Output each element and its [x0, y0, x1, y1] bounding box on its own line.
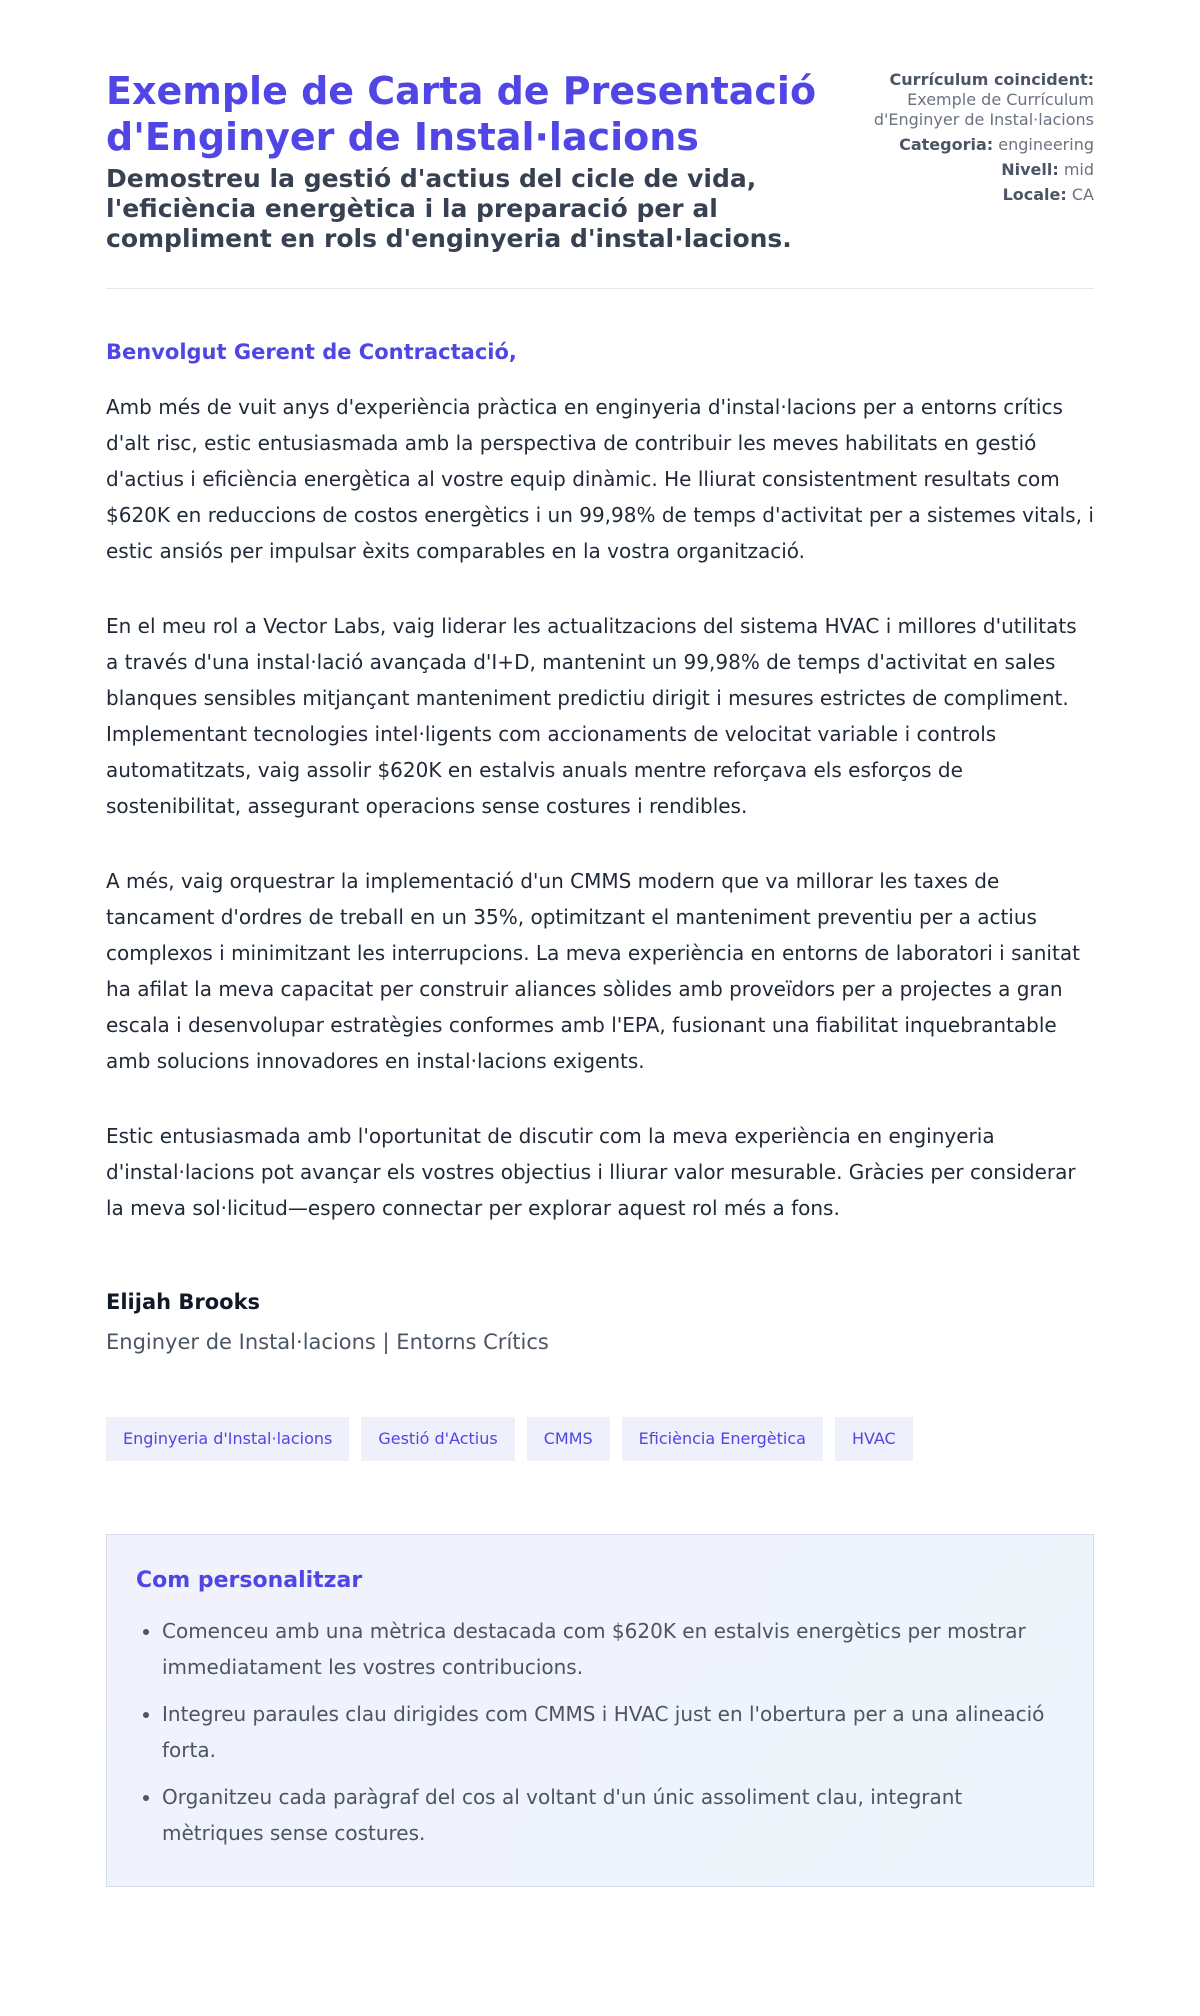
- metadata-panel: [837, 68, 1094, 210]
- category-label: Categoria:: [899, 135, 994, 154]
- tip-item: • Comenceu amb una mètrica destacada com $620K en estalvis energètics per mostrar immediatament les vostres contribucions.: [162, 1613, 1064, 1685]
- keyword-tag[interactable]: Eficiència Energètica: [622, 1417, 823, 1461]
- keyword-tags: [106, 1417, 1094, 1461]
- cover-letter-page: [106, 0, 1094, 1887]
- tip-item: • Integreu paraules clau dirigides com CMMS i HVAC just en l'obertura per a una alineació forta.: [162, 1696, 1064, 1768]
- letter-paragraph: Estic entusiasmada amb l'oportunitat de discutir com la meva experiència en enginyeria d'instal·lacions pot avançar els vostres objectius i lliurar valor mesurable. Gràcies per considerar la meva sol·licitud—espero connectar per explorar aquest rol més a fons.: [106, 1124, 1076, 1220]
- level: [837, 160, 1094, 180]
- locale-value: CA: [1071, 185, 1094, 204]
- signature-name: Elijah Brooks: [106, 1290, 261, 1314]
- category: [837, 135, 1094, 155]
- signature-role: Enginyer de Instal·lacions | Entorns Crítics: [106, 1330, 549, 1354]
- tips-title: Com personalitzar: [136, 1568, 363, 1593]
- page-subtitle: Demostreu la gestió d'actius del cicle de vida, l'eficiència energètica i la preparació per al compliment en rols d'enginyeria d'instal·lacions.: [106, 164, 792, 253]
- letter-paragraph: Amb més de vuit anys d'experiència pràctica en enginyeria d'instal·lacions per a entorns crítics d'alt risc, estic entusiasmada amb la perspectiva de contribuir les meves habilitats en gestió d'actius i eficiència energètica al vostre equip dinàmic. He lliurat consistentment resultats com $620K en reduccions de costos energètics i un 99,98% de temps d'activitat per a sistemes vitals, i estic ansiós per impulsar èxits comparables en la vostra organització.: [106, 395, 1094, 563]
- customization-tips: [106, 1534, 1094, 1887]
- matched-resume: [837, 70, 1094, 130]
- matched-resume-label: Currículum coincident:: [889, 70, 1094, 89]
- letter-paragraph: A més, vaig orquestrar la implementació d'un CMMS modern que va millorar les taxes de tancament d'ordres de treball en un 35%, optimitzant el manteniment preventiu per a actius complexos i minimitzant les interrupcions. La meva experiència en entorns de laboratori i sanitat ha afilat la meva capacitat per construir aliances sòlides amb proveïdors per a projectes a gran escala i desenvolupar estratègies conformes amb l'EPA, fusionant una fiabilitat inquebrantable amb solucions innovadores en instal·lacions exigents.: [106, 869, 1080, 1073]
- page-header: [106, 68, 1094, 289]
- locale: [837, 185, 1094, 205]
- letter-body: [106, 389, 1094, 1226]
- tips-list: [136, 1613, 1064, 1851]
- matched-resume-link[interactable]: Exemple de Currículum d'Enginyer de Instal·lacions: [873, 90, 1094, 129]
- signature: [106, 1289, 1094, 1355]
- tip-item: • Organitzeu cada paràgraf del cos al voltant d'un únic assoliment clau, integrant mètriques sense costures.: [162, 1779, 1064, 1851]
- page-title: Exemple de Carta de Presentació d'Enginyer de Instal·lacions: [106, 69, 817, 159]
- keyword-tag[interactable]: HVAC: [835, 1417, 913, 1461]
- level-label: Nivell:: [1001, 160, 1059, 179]
- title-block: [106, 68, 837, 254]
- locale-label: Locale:: [1002, 185, 1067, 204]
- letter-paragraph: En el meu rol a Vector Labs, vaig liderar les actualitzacions del sistema HVAC i millores d'utilitats a través d'una instal·lació avançada d'I+D, mantenint un 99,98% de temps d'activitat en sales blanques sensibles mitjançant manteniment predictiu dirigit i mesures estrictes de compliment. Implementant tecnologies intel·ligents com accionaments de velocitat variable i controls automatitzats, vaig assolir $620K en estalvis anuals mentre reforçava els esforços de sostenibilitat, assegurant operacions sense costures i rendibles.: [106, 614, 1077, 818]
- keyword-tag[interactable]: Gestió d'Actius: [361, 1417, 514, 1461]
- level-value: mid: [1063, 160, 1094, 179]
- salutation: Benvolgut Gerent de Contractació,: [106, 340, 517, 364]
- keyword-tag[interactable]: CMMS: [527, 1417, 610, 1461]
- category-value: engineering: [998, 135, 1094, 154]
- keyword-tag[interactable]: Enginyeria d'Instal·lacions: [106, 1417, 349, 1461]
